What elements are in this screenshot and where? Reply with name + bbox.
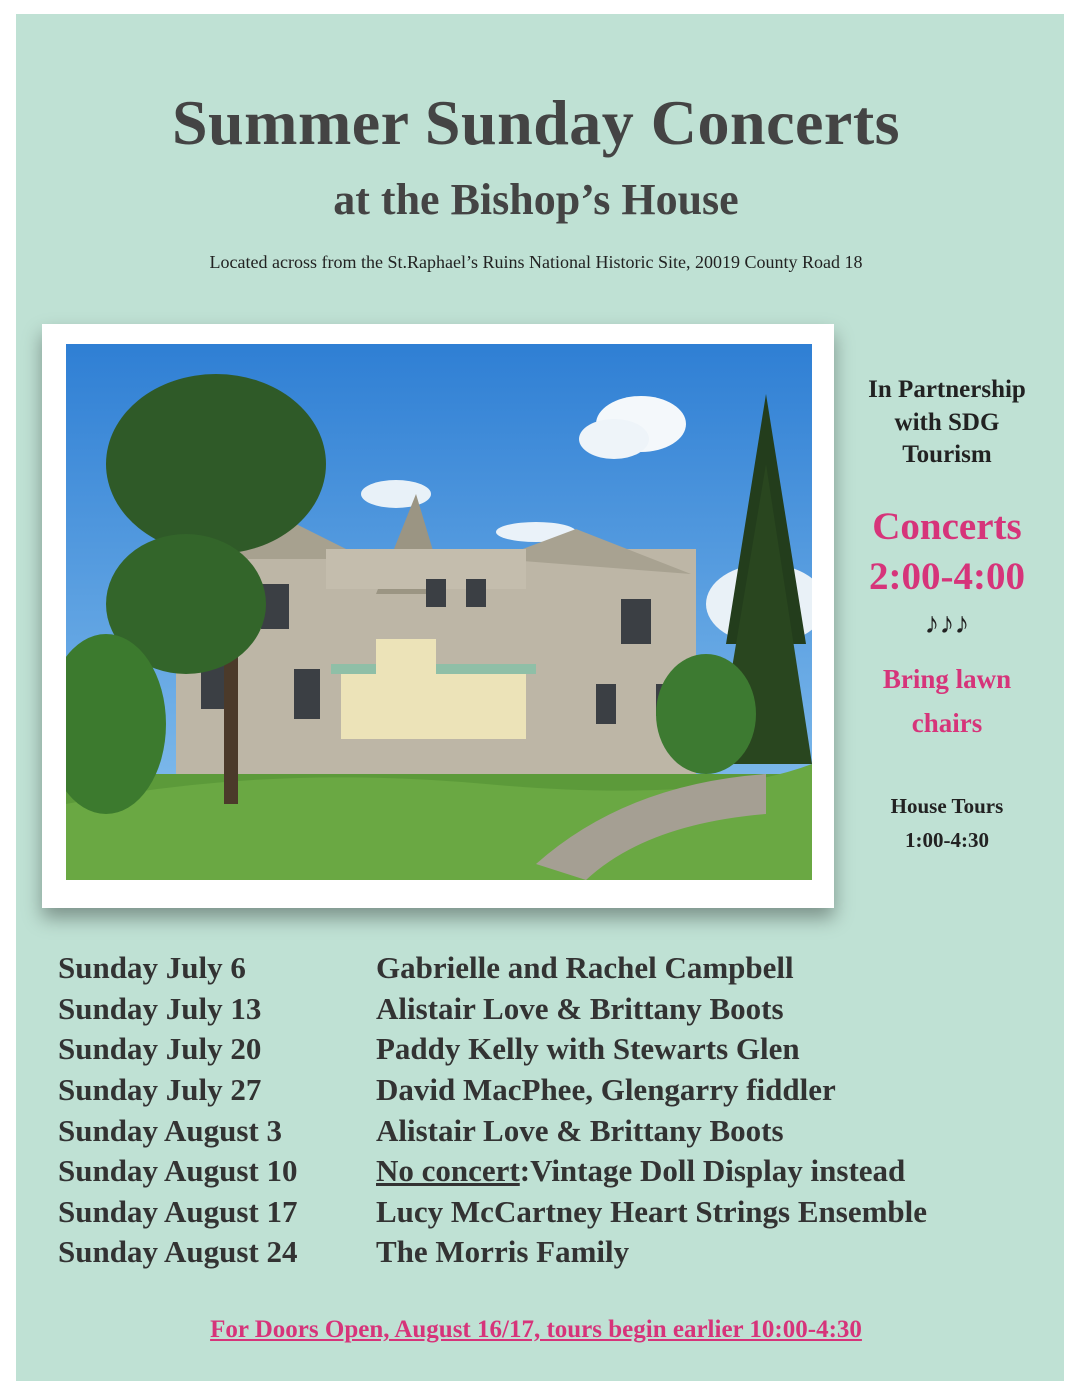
schedule-row [58,948,1048,989]
schedule-date: Sunday August 24 [58,1234,298,1270]
schedule-date: Sunday July 27 [58,1072,262,1108]
partnership-line: Tourism [902,441,992,468]
page-subtitle: at the Bishop’s House [333,175,739,224]
schedule-row [58,1232,1048,1273]
schedule-performer: The Morris Family [376,1234,630,1270]
poster [16,14,1064,1381]
schedule-row [58,1029,1048,1070]
event-info-sidebar [840,374,1054,857]
schedule-row [58,1110,1048,1151]
schedule-date: Sunday July 6 [58,950,246,986]
schedule-performer: David MacPhee, Glengarry fiddler [376,1072,836,1108]
house-tours-block [840,790,1054,857]
schedule-performer: Alistair Love & Brittany Boots [376,990,784,1026]
schedule-performer-text: Vintage Doll Display instead [530,1153,906,1189]
schedule-row [58,1070,1048,1111]
schedule-performer: Lucy McCartney Heart Strings Ensemble [376,1193,928,1229]
schedule-date: Sunday August 17 [58,1193,298,1229]
partnership-line: with SDG [894,408,1000,436]
concert-time-block [840,502,1054,603]
music-notes-icon: ♪♪♪ [924,606,970,640]
lawn-chairs-line: chairs [911,708,983,739]
concert-schedule [58,948,1048,1273]
bishops-house-photo [66,344,812,880]
schedule-date: Sunday July 20 [58,1031,262,1067]
schedule-performer: Paddy Kelly with Stewarts Glen [376,1031,800,1067]
house-photo-frame [42,324,834,908]
tours-time: 1:00-4:30 [905,827,989,852]
page-title: Summer Sunday Concerts [171,87,901,158]
schedule-row [58,989,1048,1030]
schedule-performer: Alistair Love & Brittany Boots [376,1112,784,1148]
tours-label: House Tours [890,793,1004,818]
schedule-date: Sunday August 10 [58,1153,298,1189]
schedule-date: Sunday August 3 [58,1112,283,1148]
schedule-date: Sunday July 13 [58,990,262,1026]
no-concert-note: No concert [376,1153,520,1189]
schedule-row [58,1151,1048,1192]
lawn-chairs-line: Bring lawn [882,663,1012,694]
location-text: Located across from the St.Raphael’s Ruins National Historic Site, 20019 County Road 18 [209,252,863,272]
doors-open-note: For Doors Open, August 16/17, tours begin earlier 10:00-4:30 [210,1316,862,1343]
schedule-performer: Gabrielle and Rachel Campbell [376,950,794,986]
partnership-text [840,374,1054,472]
partnership-line: In Partnership [868,376,1026,403]
schedule-performer: No concert:Vintage Doll Display instead [376,1153,906,1189]
concerts-label: Concerts [872,504,1022,548]
concerts-time: 2:00-4:00 [869,555,1025,599]
lawn-chairs-note [840,657,1054,746]
schedule-row [58,1192,1048,1233]
